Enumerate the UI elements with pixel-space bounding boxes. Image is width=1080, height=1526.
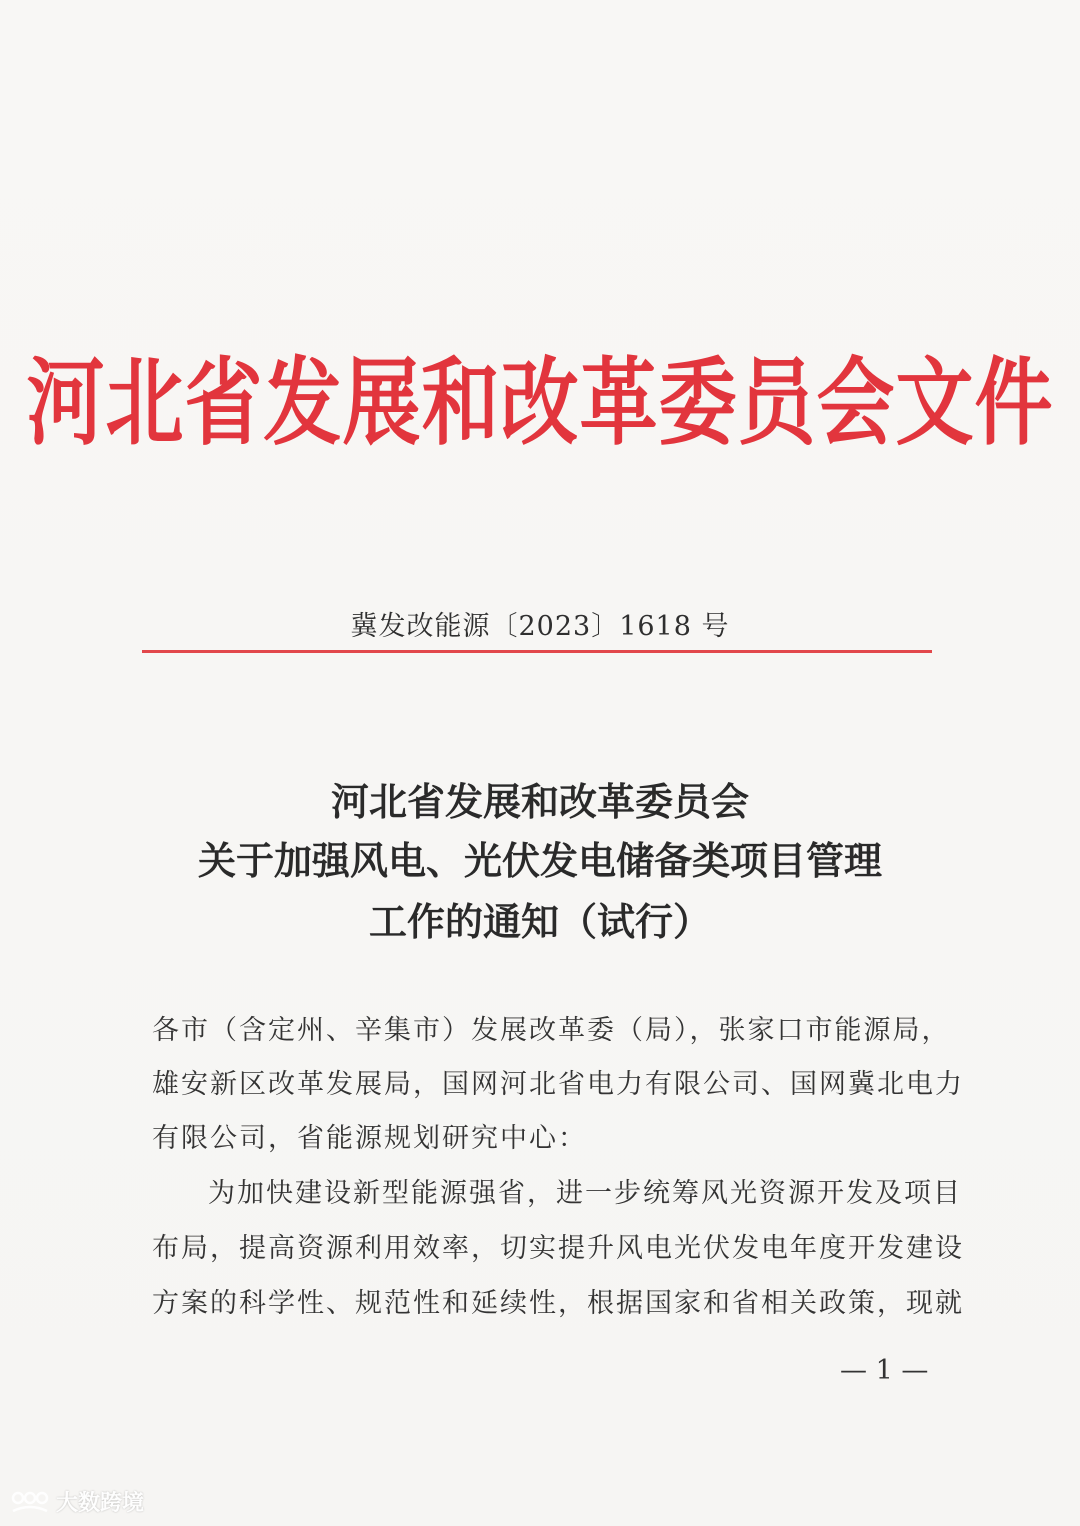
body-text-line: 雄安新区改革发展局，国网河北省电力有限公司、国网冀北电力	[152, 1069, 964, 1100]
notice-title-line-3: 工作的通知（试行）	[368, 899, 711, 944]
document-header-title: 河北省发展和改革委员会文件	[26, 348, 1054, 459]
page-number: — 1 —	[840, 1355, 929, 1386]
watermark	[10, 1486, 144, 1517]
people-logo-icon	[10, 1489, 50, 1515]
document-number: 冀发改能源〔2023〕1618 号	[350, 611, 730, 642]
body-text-line: 方案的科学性、规范性和延续性，根据国家和省相关政策，现就	[152, 1288, 964, 1319]
notice-title-line-1: 河北省发展和改革委员会	[330, 779, 749, 824]
red-separator-line	[142, 650, 932, 653]
body-text-line: 各市（含定州、辛集市）发展改革委（局），张家口市能源局，	[152, 1015, 951, 1046]
watermark-text: 大数跨境	[56, 1491, 145, 1516]
body-text-line: 为加快建设新型能源强省，进一步统筹风光资源开发及项目	[208, 1178, 962, 1209]
notice-title-line-2: 关于加强风电、光伏发电储备类项目管理	[197, 838, 882, 883]
body-text-line: 布局，提高资源利用效率，切实提升风电光伏发电年度开发建设	[152, 1233, 964, 1264]
body-text-line: 有限公司，省能源规划研究中心：	[152, 1123, 587, 1154]
